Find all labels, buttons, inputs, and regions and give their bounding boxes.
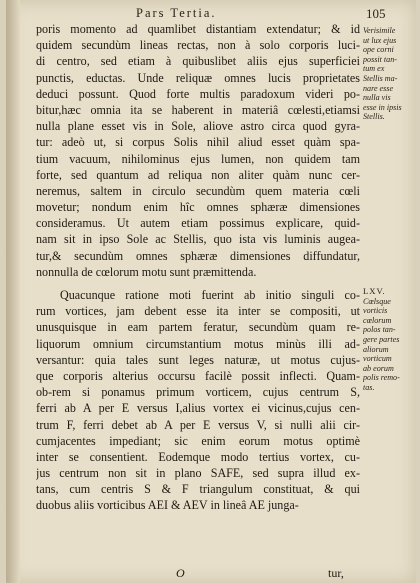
text-line: liquorum omnium circumstantium motus minùs illi ad- xyxy=(36,336,360,351)
page-gutter xyxy=(6,0,20,583)
margin-note-1 xyxy=(363,26,415,122)
text-line: movetur; nondum enim hîc omnes sphæræ dimensiones xyxy=(36,200,360,215)
text-line: ob-rem si ponamus primum vorticem, cujus centrum S, xyxy=(36,385,360,400)
margin-note-heading: LXV. xyxy=(363,287,386,296)
page-footer xyxy=(6,566,416,582)
text-line: ferri ab A per E versus I,alius vortex ei vicinus,cujus cen- xyxy=(36,401,360,416)
text-line: bitur,hæc omnia ita se haberent in materiâ cœlesti,etiamsi xyxy=(36,102,360,117)
main-text xyxy=(36,21,360,514)
text-line: tium vacuum, nihilominus ejus lumen, non quidem tam xyxy=(36,151,360,166)
text-line: cumjacentes impediant; sic enim eorum motus optimè xyxy=(36,433,360,448)
running-head-title: Pars Tertia. xyxy=(136,6,217,20)
text-line: di centro, sed etiam à quibuslibet aliis ejus superficiei xyxy=(36,54,360,69)
text-line: neremus, saltem in circulo secundùm quem materia cœli xyxy=(36,183,360,198)
text-line: tans, cum centris S & F triangulum constituat, & qui xyxy=(36,482,360,497)
margin-note-line: gere partes xyxy=(363,334,400,344)
paragraph-1 xyxy=(36,21,360,280)
margin-note-2 xyxy=(363,287,415,393)
page-number: 105 xyxy=(366,6,386,21)
margin-note-line: tum ex xyxy=(363,64,385,74)
text-line: consideramus. Ut autem etiam possimus explicare, quid- xyxy=(36,216,360,231)
paragraph-2 xyxy=(36,287,360,514)
signature-mark: O xyxy=(176,566,185,580)
text-line: tur,& secundùm omnes sphæræ dimensiones diffundatur, xyxy=(36,248,360,263)
text-line: nonnulla de cœlorum motu sunt præmittenda. xyxy=(36,264,257,279)
text-line: trum F, ferri debet ab A per E versus V, si nulli alii cir- xyxy=(36,417,360,432)
margin-note-line: nulla vis xyxy=(363,93,391,103)
margin-note-line: Stellis ma- xyxy=(363,73,398,83)
text-line: forte, sed quantum ad reliqua non aliter quàm nunc cer- xyxy=(36,167,360,182)
text-line: jus centrum non sit in plano SAFE, sed supra illud ex- xyxy=(36,466,360,481)
text-line: deduci possunt. Quod forte multis paradoxum videri po- xyxy=(36,86,360,101)
margin-note-line: ope corni xyxy=(363,45,394,55)
text-line: versantur: quia tales sunt leges naturæ, ut motus cujus- xyxy=(36,352,360,367)
text-line: nam sit in ipso Sole ac Stellis, quo ista vis luminis augea- xyxy=(36,232,360,247)
text-line: poris momento ad quamlibet distantiam extendatur; & id xyxy=(36,22,360,36)
margin-note-line: nare esse xyxy=(363,83,394,93)
margin-note-line: vorticis xyxy=(363,306,388,316)
text-line: quidem secundùm lineas rectas, non à solo corporis luci- xyxy=(36,38,360,53)
margin-note-line: Verisimile xyxy=(363,26,396,35)
text-line: nulla plane esset vis in Sole, aliove astro circa quod gyra- xyxy=(36,119,360,134)
book-page xyxy=(6,0,416,583)
text-line: tur: adeò ut, si corpus Solis nihil aliud esset quàm spa- xyxy=(36,135,360,150)
catchword: tur, xyxy=(328,566,344,580)
margin-note-line: ab eorum xyxy=(363,363,394,373)
margin-note-line: ut lux ejus xyxy=(363,35,397,45)
margin-note-line: polis remo- xyxy=(363,373,400,383)
margin-note-line: tas. xyxy=(363,382,375,392)
margin-note-line: polos tan- xyxy=(363,325,396,335)
margin-note-line: possit tan- xyxy=(363,54,397,64)
margin-note-line: Stellis. xyxy=(363,112,385,122)
margin-note-line: vorticum xyxy=(363,354,392,364)
text-line: que corporis alterius occursu facilè possit inflecti. Quam- xyxy=(36,368,360,383)
text-line: rum vortices, jam debent esse ita inter se compositi, ut xyxy=(36,304,360,319)
text-line: unusquisque in eam partem feratur, secundùm quam re- xyxy=(36,320,360,335)
margin-note-line: aliorum xyxy=(363,344,389,354)
text-line: duobus aliis vorticibus AEI & AEV in lineâ AE junga- xyxy=(36,498,299,513)
margin-note-line: Cœlsque xyxy=(363,296,391,306)
text-line: inter se consentient. Eodemque modo tertius vortex, cu- xyxy=(36,449,360,464)
running-head xyxy=(6,6,416,22)
text-line: Quacunque ratione moti fuerint ab initio singuli co- xyxy=(60,288,360,302)
text-line: punctis, eductas. Unde reliquæ omnes lucis proprietates xyxy=(36,70,360,85)
margin-note-line: esse in ipsis xyxy=(363,102,402,112)
margin-note-line: cœlorum xyxy=(363,315,392,325)
